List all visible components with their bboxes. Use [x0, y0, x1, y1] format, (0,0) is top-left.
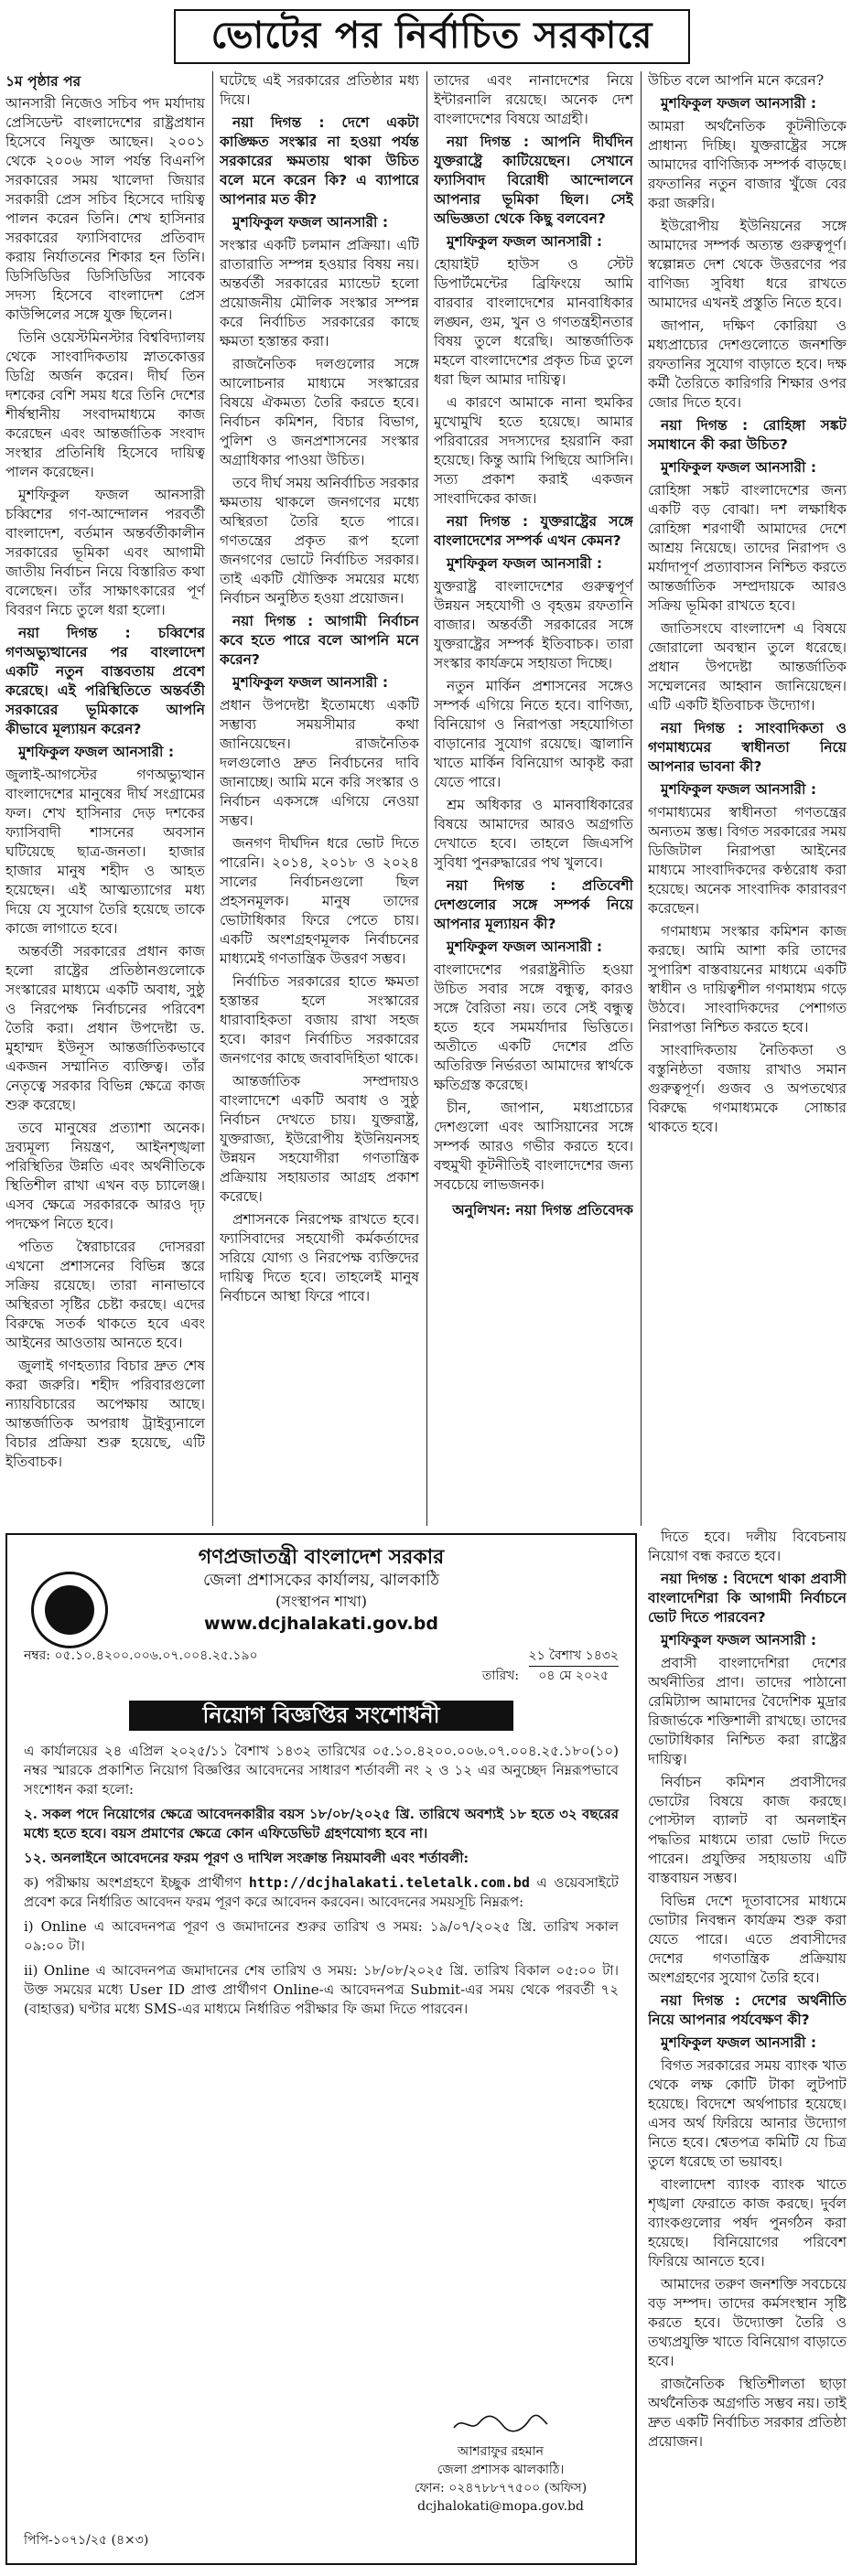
article-paragraph: নতুন মার্কিন প্রশাসনের সঙ্গেও সম্পর্ক এগিয়ে নিতে হবে। বাণিজ্য, বিনিয়োগ ও নিরাপত্তা সহযোগিতা বাড়ানোর সুযোগ রয়েছে। জ্বালানি খাতে মার্কিন বিনিয়োগ আকৃষ্ট করা যেতে পারে।	[434, 678, 633, 790]
article-column-1	[5, 71, 205, 1528]
government-seal-icon	[31, 1572, 108, 1648]
speaker-label: মুশফিকুল ফজল আনসারী :	[661, 1632, 817, 1648]
article-paragraph: নির্বাচন কমিশন প্রবাসীদের ভোটের বিষয়ে কাজ করছে। পোস্টাল ব্যালট বা অনলাইন পদ্ধতির মাধ্যমে তারা ভোট দিতে পারেন। প্রযুক্তির সহায়তায় এটি বাস্তবায়ন সম্ভব।	[648, 1774, 847, 1886]
article-paragraph: চীন, জাপান, মধ্যপ্রাচ্যের দেশগুলো এবং আসিয়ানের সঙ্গে সম্পর্ক আরও গভীর করতে হবে। বহুমুখী কূটনীতিই বাংলাদেশের জন্য সবচেয়ে লাভজনক।	[434, 1100, 633, 1193]
article-paragraph: প্রশাসনকে নিরপেক্ষ রাখতে হবে। ফ্যাসিবাদের সহযোগী কর্মকর্তাদের সরিয়ে যোগ্য ও নিরপেক্ষ ব্যক্তিদের দায়িত্ব দিতে হবে। তাহলেই মানুষ নির্বাচনে আস্থা ফিরে পাবে।	[220, 1211, 419, 1304]
article-paragraph: জনগণ দীর্ঘদিন ধরে ভোট দিতে পারেনি। ২০১৪, ২০১৮ ও ২০২৪ সালের নির্বাচনগুলো ছিল প্রহসনমূলক। মানুষ তাদের ভোটাধিকার ফিরে পেতে চায়। একটি অংশগ্রহণমূলক নির্বাচনের মাধ্যমেই গণতান্ত্রিক উত্তরণ সম্ভব।	[220, 835, 419, 967]
ad-application-link[interactable]: http://dcjhalakati.teletalk.com.bd	[248, 1874, 530, 1891]
ad-schedule-item: i) Online এ আবেদনপত্র পূরণ ও জমাদানের শুরুর তারিখ ও সময়: ১৯/০৭/২০২৫ খ্রি. তারিখ সকাল ০৯:০০ টা।	[24, 1918, 619, 1954]
interview-question: নয়া দিগন্ত : বিদেশে থাকা প্রবাসী বাংলাদেশিরা কি আগামী নির্বাচনে ভোট দিতে পারবেন?	[648, 1571, 847, 1626]
article-paragraph: সংস্কার একটি চলমান প্রক্রিয়া। এটি রাতারাতি সম্পন্ন হওয়ার বিষয় নয়। অন্তর্বর্তী সরকারের ম্যান্ডেট হলো প্রয়োজনীয় মৌলিক সংস্কার সম্পন্ন করে নির্বাচিত সরকারের কাছে ক্ষমতা হস্তান্তর করা।	[220, 237, 419, 349]
ad-memo-number: নম্বর: ০৫.১০.৪২০০.০০৬.০৭.০০৪.২৫.১৯০	[24, 1648, 258, 1663]
article-paragraph: গণমাধ্যমের স্বাধীনতা গণতন্ত্রের অন্যতম স্তম্ভ। বিগত সরকারের সময় ডিজিটাল নিরাপত্তা আইনের মাধ্যমে সাংবাদিকদের কণ্ঠরোধ করা হয়েছে। অনেক সাংবাদিক কারাবরণ করেছেন।	[648, 804, 847, 917]
ad-government-name: গণপ্রজাতন্ত্রী বাংলাদেশ সরকার	[198, 1546, 445, 1569]
article-paragraph: বাংলাদেশ ব্যাংক ব্যাংক খাতে শৃঙ্খলা ফেরাতে কাজ করছে। দুর্বল ব্যাংকগুলোর পর্ষদ পুনর্গঠন করা হয়েছে। বিনিয়োগের পরিবেশ ফিরিয়ে আনতে হবে।	[648, 2176, 847, 2270]
article-column-2	[220, 71, 419, 1528]
article-paragraph: জুলাই-আগস্টের গণঅভ্যুত্থান বাংলাদেশের মানুষের দীর্ঘ সংগ্রামের ফল। শেখ হাসিনার দেড় দশকের ফ্যাসিবাদী শাসনের অবসান ঘটিয়েছে ছাত্র-জনতা। হাজার হাজার মানুষ শহীদ ও আহত হয়েছেন। এই আত্মত্যাগের মধ্য দিয়ে যে সুযোগ তৈরি হয়েছে তাকে কাজে লাগাতে হবে।	[5, 767, 205, 937]
article-paragraph: প্রধান উপদেষ্টা ইতোমধ্যে একটি সম্ভাব্য সময়সীমার কথা জানিয়েছেন। রাজনৈতিক দলগুলোও দ্রুত নির্বাচনের দাবি জানাচ্ছে। আমি মনে করি সংস্কার ও নির্বাচন একসঙ্গে এগিয়ে নেওয়া সম্ভব।	[220, 697, 419, 829]
signer-name: আশরাফুর রহমান	[457, 2444, 544, 2459]
ad-signature-block	[386, 2411, 615, 2516]
interview-question: নয়া দিগন্ত : দেশের অর্থনীতি নিয়ে আপনার পর্যবেক্ষণ কী?	[648, 1992, 847, 2028]
article-paragraph: আনসারী নিজেও সচিব পদ মর্যাদায় প্রেসিডেন্ট বাংলাদেশের রাষ্ট্রপ্রধান হিসেবে নিযুক্ত আছেন। ২০০১ থেকে ২০০৬ সাল পর্যন্ত বিএনপি সরকারের সময় খালেদা জিয়ার সরকারী প্রেস সচিব হিসেবে দায়িত্ব পালন করেন তিনি। শেখ হাসিনার সরকারের ফ্যাসিবাদের প্রতিবাদ করায় নির্যাতনের শিকার হন তিনি। ডিসিডিডির ডিসিডিডির সাবেক সদস্য হিসেবে বাংলাদেশ প্রেস কাউন্সিলের সঙ্গে যুক্ত ছিলেন।	[5, 95, 205, 323]
speaker-label: মুশফিকুল ফজল আনসারী :	[661, 459, 817, 476]
article-column-4-continued	[648, 1528, 847, 2571]
interview-question: নয়া দিগন্ত : চব্বিশের গণঅভ্যুত্থানের পর বাংলাদেশ একটি নতুন বাস্তবতায় প্রবেশ করেছে। এই পরিস্থিতিতে অন্তর্বর্তী সরকারের ভূমিকাকে আপনি কীভাবে মূল্যায়ন করেন?	[5, 625, 205, 737]
speaker-label: মুশফিকুল ফজল আনসারী :	[232, 214, 389, 231]
article-paragraph: রাজনৈতিক দলগুলোর সঙ্গে আলোচনার মাধ্যমে সংস্কারের বিষয়ে ঐকমত্য তৈরি করতে হবে। নির্বাচন কমিশন, বিচার বিভাগ, পুলিশ ও জনপ্রশাসনের সংস্কার অগ্রাধিকার পাওয়া উচিত।	[220, 356, 419, 468]
interview-question: নয়া দিগন্ত : আপনি দীর্ঘদিন যুক্তরাষ্ট্রে কাটিয়েছেন। সেখানে ফ্যাসিবাদ বিরোধী আন্দোলনে আপনার ভূমিকা ছিল। সেই অভিজ্ঞতা থেকে কিছু বলবেন?	[434, 134, 633, 227]
article-paragraph: তিনি ওয়েস্টমিনস্টার বিশ্ববিদ্যালয় থেকে সাংবাদিকতায় স্নাতকোত্তর ডিগ্রি অর্জন করেন। দীর্ঘ তিন দশকের বেশি সময় ধরে তিনি দেশের শীর্ষস্থানীয় সংবাদমাধ্যমে কাজ করেছেন এবং আন্তর্জাতিক সংবাদ সংস্থার প্রতিনিধি হিসেবে দায়িত্ব পালন করেছেন।	[5, 329, 205, 480]
speaker-label: মুশফিকুল ফজল আনসারী :	[18, 744, 175, 760]
column-divider	[212, 71, 213, 1526]
article-paragraph: শ্রম অধিকার ও মানবাধিকারের বিষয়ে আমাদের আরও অগ্রগতি দেখাতে হবে। তাহলে জিএসপি সুবিধা পুনরুদ্ধারের পথ খুলবে।	[434, 797, 633, 871]
signature-icon	[450, 2411, 551, 2435]
ad-office-name: জেলা প্রশাসকের কার্যালয়, ঝালকাঠি	[202, 1571, 440, 1590]
article-paragraph: বাংলাদেশের পররাষ্ট্রনীতি হওয়া উচিত সবার সঙ্গে বন্ধুত্ব, কারও সঙ্গে বৈরিতা নয়। তবে সেই বন্ধুত্ব হতে হবে সমমর্যাদার ভিত্তিতে। অতীতে একটি দেশের প্রতি অতিরিক্ত নির্ভরতা আমাদের স্বার্থকে ক্ষতিগ্রস্ত করেছে।	[434, 961, 633, 1093]
article-paragraph: ঘটেছে এই সরকারের প্রতিষ্ঠার মধ্য দিয়ে।	[220, 72, 419, 108]
byline: অনুলিখন: নয়া দিগন্ত প্রতিবেদক	[452, 1201, 633, 1218]
article-paragraph: নির্বাচিত সরকারের হাতে ক্ষমতা হস্তান্তর হলে সংস্কারের ধারাবাহিকতা বজায় রাখা সহজ হবে। কারণ নির্বাচিত সরকারের জনগণের কাছে জবাবদিহিতা থাকে।	[220, 973, 419, 1067]
article-paragraph: গণমাধ্যম সংস্কার কমিশন কাজ করছে। আমি আশা করি তাদের সুপারিশ বাস্তবায়নের মাধ্যমে একটি স্বাধীন ও দায়িত্বশীল গণমাধ্যম গড়ে উঠবে। সাংবাদিকদের পেশাগত নিরাপত্তা নিশ্চিত করতে হবে।	[648, 923, 847, 1036]
article-paragraph: তবে দীর্ঘ সময় অনির্বাচিত সরকার ক্ষমতায় থাকলে জনগণের মধ্যে অস্থিরতা তৈরি হতে পারে। গণতন্ত্রের প্রকৃত রূপ হলো জনগণের ভোটে নির্বাচিত সরকার। তাই একটি যৌক্তিক সময়ের মধ্যে নির্বাচন অনুষ্ঠিত হওয়া প্রয়োজন।	[220, 475, 419, 606]
article-paragraph: বিগত সরকারের সময় ব্যাংক খাত থেকে লক্ষ কোটি টাকা লুটপাট হয়েছে। বিদেশে অর্থপাচার হয়েছে। এসব অর্থ ফিরিয়ে আনার উদ্যোগ নিতে হবে। শ্বেতপত্র কমিটি যে চিত্র তুলে ধরেছে তা ভয়াবহ।	[648, 2057, 847, 2170]
article-column-4	[648, 71, 847, 1528]
ad-code: পিপি-১০৭১/২৫ (৪×৩)	[24, 2533, 149, 2548]
article-paragraph: আন্তর্জাতিক সম্প্রদায়ও বাংলাদেশে একটি অবাধ ও সুষ্ঠু নির্বাচন দেখতে চায়। যুক্তরাষ্ট্র, যুক্তরাজ্য, ইউরোপীয় ইউনিয়নসহ উন্নয়ন সহযোগীরা গণতান্ত্রিক প্রক্রিয়ায় সহায়তার আগ্রহ প্রকাশ করেছে।	[220, 1073, 419, 1205]
ad-date-bangla: ২১ বৈশাখ ১৪৩২	[529, 1647, 619, 1667]
article-paragraph: আমাদের তরুণ জনশক্তি সবচেয়ে বড় সম্পদ। তাদের কর্মসংস্থান সৃষ্টি করতে হবে। উদ্যোক্তা তৈরি ও তথ্যপ্রযুক্তি খাতে বিনিয়োগ বাড়াতে হবে।	[648, 2276, 847, 2369]
ad-paragraph: ক) পরীক্ষায় অংশগ্রহণে ইচ্ছুক প্রার্থীগণ	[24, 1874, 243, 1891]
article-paragraph: জুলাই গণহত্যার বিচার দ্রুত শেষ করা জরুরি। শহীদ পরিবারগুলো ন্যায়বিচারের অপেক্ষায় আছে। আন্তর্জাতিক অপরাধ ট্রাইব্যুনালে বিচার প্রক্রিয়া শুরু হয়েছে, এটি ইতিবাচক।	[5, 1358, 205, 1470]
ad-paragraph: এ কার্যালয়ের ২৪ এপ্রিল ২০২৫/১১ বৈশাখ ১৪৩২ তারিখের ০৫.১০.৪২০০.০০৬.০৭.০০৪.২৫.১৮০(১০) নম্বর স্মারকে প্রকাশিত নিয়োগ বিজ্ঞপ্তির আবেদনের সাধারণ শর্তাবলী নং ২ ও ১২ এর অনুচ্ছেদ নিম্নরূপভাবে সংশোধন করা হলো:	[24, 1743, 619, 1798]
job-notice-advertisement	[5, 1533, 637, 2565]
article-paragraph: মুশফিকুল ফজল আনসারী চব্বিশের গণ-আন্দোলন পরবর্তী বাংলাদেশ, বর্তমান অন্তর্বর্তীকালীন সরকারের ভূমিকা এবং আগামী জাতীয় নির্বাচন নিয়ে বিস্তারিত কথা বলেছেন। তাঁর সাক্ষাৎকারের পূর্ণ বিবরণ নিচে তুলে ধরা হলো।	[5, 487, 205, 618]
interview-question: নয়া দিগন্ত : আগামী নির্বাচন কবে হতে পারে বলে আপনি মনে করেন?	[220, 613, 419, 668]
signer-email[interactable]: dcjhalokati@mopa.gov.bd	[417, 2499, 584, 2514]
speaker-label: মুশফিকুল ফজল আনসারী :	[661, 781, 817, 798]
article-column-3	[434, 71, 633, 1528]
ad-date-english: ০৪ মে ২০২৫	[538, 1669, 609, 1683]
interview-question: নয়া দিগন্ত : সাংবাদিকতা ও গণমাধ্যমের স্বাধীনতা নিয়ে আপনার ভাবনা কী?	[648, 720, 847, 775]
ad-paragraph-heading: ১২. অনলাইনে আবেদনের ফরম পূরণ ও দাখিল সংক্রান্ত নিয়মাবলী এবং শর্তাবলী:	[24, 1850, 469, 1866]
article-paragraph: আমরা অর্থনৈতিক কূটনীতিকে প্রাধান্য দিচ্ছি। যুক্তরাষ্ট্রের সঙ্গে আমাদের বাণিজ্যিক সম্পর্ক বাড়ছে। রফতানির নতুন বাজার খুঁজে বের করা জরুরি।	[648, 118, 847, 211]
article-paragraph: দিতে হবে। দলীয় বিবেচনায় নিয়োগ বন্ধ করতে হবে।	[648, 1529, 847, 1564]
speaker-label: মুশফিকুল ফজল আনসারী :	[232, 674, 389, 691]
speaker-label: মুশফিকুল ফজল আনসারী :	[661, 95, 817, 112]
article-paragraph: তাদের এবং নানাদেশের নিয়ে ইন্টারনালি রয়েছে। অনেক দেশ বাংলাদেশের বিষয়ে আগ্রহী।	[434, 72, 633, 127]
article-paragraph: যুক্তরাষ্ট্র বাংলাদেশের গুরুত্বপূর্ণ উন্নয়ন সহযোগী ও বৃহত্তম রফতানি বাজার। অন্তর্বর্তী সরকারের সঙ্গে যুক্তরাষ্ট্রের সম্পর্ক ইতিবাচক। তারা সংস্কার কার্যক্রমে সহায়তা দিচ্ছে।	[434, 578, 633, 671]
article-paragraph: এ কারণে আমাকে নানা হুমকির মুখোমুখি হতে হয়েছে। আমার পরিবারের সদস্যদের হয়রানি করা হয়েছে। কিন্তু আমি পিছিয়ে আসিনি। সত্য প্রকাশ করাই একজন সাংবাদিকের কাজ।	[434, 394, 633, 507]
article-paragraph: অন্তর্বর্তী সরকারের প্রধান কাজ হলো রাষ্ট্রের প্রতিষ্ঠানগুলোকে সংস্কারের মাধ্যমে একটি অবাধ, সুষ্ঠু ও নিরপেক্ষ নির্বাচনের পরিবেশ তৈরি করা। প্রধান উপদেষ্টা ড. মুহাম্মদ ইউনূস আন্তর্জাতিকভাবে একজন সম্মানিত ব্যক্তিত্ব। তাঁর নেতৃত্বে সরকার বিভিন্ন ক্ষেত্রে কাজ শুরু করেছে।	[5, 943, 205, 1113]
ad-body	[24, 1742, 619, 2019]
ad-date-label: তারিখ:	[481, 1669, 520, 1683]
ad-schedule-item: ii) Online এ আবেদনপত্র জমাদানের শেষ তারিখ ও সময়: ১৮/০৮/২০২৫ খ্রি. তারিখ বিকাল ০৫:০০ টা। উক্ত সময়ের মধ্যে User ID প্রাপ্ত প্রার্থীগণ Online-এ আবেদনপত্র Submit-এর সময় থেকে পরবর্তী ৭২ (বাহাত্তর) ঘণ্টার মধ্যে SMS-এর মাধ্যমে নির্ধারিত পরীক্ষার ফি জমা দিতে পারবেন।	[24, 1962, 619, 2017]
article-paragraph: জাতিসংঘে বাংলাদেশ এ বিষয়ে জোরালো অবস্থান তুলে ধরেছে। প্রধান উপদেষ্টা আন্তর্জাতিক সম্মেলনের আহ্বান জানিয়েছেন। এটি একটি ইতিবাচক উদ্যোগ।	[648, 620, 847, 714]
article-paragraph: হোয়াইট হাউস ও স্টেট ডিপার্টমেন্টের ব্রিফিংয়ে আমি বারবার বাংলাদেশের মানবাধিকার লঙ্ঘন, গুম, খুন ও গণতন্ত্রহীনতার বিষয় তুলে ধরেছি। আন্তর্জাতিক মহলে বাংলাদেশের প্রকৃত চিত্র তুলে ধরা ছিল আমার দায়িত্ব।	[434, 256, 633, 388]
ad-date-block	[482, 1647, 619, 1686]
signer-title: জেলা প্রশাসক ঝালকাঠি।	[437, 2463, 565, 2477]
signer-phone: ফোন: ০২৪৭৮৮৭৭৫০০ (অফিস)	[414, 2481, 588, 2496]
page-continuation-label: ১ম পৃষ্ঠার পর	[5, 72, 81, 90]
interview-question: নয়া দিগন্ত : দেশে একটা কাঙ্ক্ষিত সংস্কার না হওয়া পর্যন্ত সরকারের ক্ষমতায় থাকা উচিত বলে মনে করেন কি? এ ব্যাপারে আপনার মত কী?	[220, 114, 419, 208]
article-paragraph: জাপান, দক্ষিণ কোরিয়া ও মধ্যপ্রাচ্যের দেশগুলোতে জনশক্তি রফতানির সুযোগ বাড়াতে হবে। দক্ষ কর্মী তৈরিতে কারিগরি শিক্ষার ওপর জোর দিতে হবে।	[648, 317, 847, 411]
article-paragraph: তবে মানুষের প্রত্যাশা অনেক। দ্রব্যমূল্য নিয়ন্ত্রণ, আইনশৃঙ্খলা পরিস্থিতির উন্নতি এবং অর্থনীতিকে স্থিতিশীল রাখা এখন বড় চ্যালেঞ্জ। এসব ক্ষেত্রে সরকারকে আরও দৃঢ় পদক্ষেপ নিতে হবে।	[5, 1120, 205, 1232]
column-divider	[426, 71, 427, 1526]
interview-question: নয়া দিগন্ত : যুক্তরাষ্ট্রের সঙ্গে বাংলাদেশের সম্পর্ক এখন কেমন?	[434, 513, 633, 549]
column-divider	[641, 71, 642, 1526]
ad-branch-name: (সংস্থাপন শাখা)	[275, 1593, 367, 1610]
ad-title: নিয়োগ বিজ্ঞপ্তির সংশোধনী	[129, 1701, 513, 1731]
article-paragraph: উচিত বলে আপনি মনে করেন?	[648, 72, 825, 89]
article-headline: ভোটের পর নির্বাচিত সরকারে	[174, 9, 690, 64]
article-paragraph: সাংবাদিকতায় নৈতিকতা ও বস্তুনিষ্ঠতা বজায় রাখাও সমান গুরুত্বপূর্ণ। গুজব ও অপতথ্যের বিরুদ্ধে গণমাধ্যমকে সোচ্চার থাকতে হবে।	[648, 1042, 847, 1135]
interview-question: নয়া দিগন্ত : রোহিঙ্গা সঙ্কট সমাধানে কী করা উচিত?	[648, 417, 847, 453]
speaker-label: মুশফিকুল ফজল আনসারী :	[447, 939, 603, 955]
ad-paragraph: এ ওয়েবসাইটে প্রবেশ করে নির্ধারিত আবেদন ফরম পূরণ করে আবেদন করবেন। আবেদনের সময়সূচি নিম্নরূপ:	[24, 1874, 619, 1910]
article-paragraph: প্রবাসী বাংলাদেশিরা দেশের অর্থনীতির প্রাণ। তাদের পাঠানো রেমিট্যান্স আমাদের বৈদেশিক মুদ্রার রিজার্ভকে শক্তিশালী রাখছে। তাদের ভোটাধিকার নিশ্চিত করা রাষ্ট্রের দায়িত্ব।	[648, 1655, 847, 1767]
article-paragraph: রাজনৈতিক স্থিতিশীলতা ছাড়া অর্থনৈতিক অগ্রগতি সম্ভব নয়। তাই দ্রুত একটি নির্বাচিত সরকার প্রতিষ্ঠা প্রয়োজন।	[648, 2376, 847, 2450]
speaker-label: মুশফিকুল ফজল আনসারী :	[447, 233, 603, 250]
speaker-label: মুশফিকুল ফজল আনসারী :	[661, 2034, 817, 2051]
article-paragraph: ইউরোপীয় ইউনিয়নের সঙ্গে আমাদের সম্পর্ক অত্যন্ত গুরুত্বপূর্ণ। স্বল্পোন্নত দেশ থেকে উত্তরণের পর বাণিজ্য সুবিধা ধরে রাখতে আমাদের এখনই প্রস্তুতি নিতে হবে।	[648, 218, 847, 311]
ad-paragraph: ২. সকল পদে নিয়োগের ক্ষেত্রে আবেদনকারীর বয়স ১৮/০৮/২০২৫ খ্রি. তারিখে অবশ্যই ১৮ হতে ৩২ বছরের মধ্যে হতে হবে। বয়স প্রমাণের ক্ষেত্রে কোন এফিডেভিট গ্রহণযোগ্য হবে না।	[24, 1806, 619, 1841]
speaker-label: মুশফিকুল ফজল আনসারী :	[447, 555, 603, 572]
ad-website: www.dcjhalakati.gov.bd	[204, 1614, 438, 1634]
interview-question: নয়া দিগন্ত : প্রতিবেশী দেশগুলোর সঙ্গে সম্পর্ক নিয়ে আপনার মূল্যায়ন কী?	[434, 877, 633, 932]
article-paragraph: পতিত স্বৈরাচারের দোসররা এখনো প্রশাসনের বিভিন্ন স্তরে সক্রিয় রয়েছে। তারা নানাভাবে অস্থিরতা সৃষ্টির চেষ্টা করছে। এদের বিরুদ্ধে সতর্ক থাকতে হবে এবং আইনের আওতায় আনতে হবে।	[5, 1239, 205, 1351]
article-paragraph: বিভিন্ন দেশে দূতাবাসের মাধ্যমে ভোটার নিবন্ধন কার্যক্রম শুরু করা যেতে পারে। এতে প্রবাসীদের দেশের গণতান্ত্রিক প্রক্রিয়ায় অংশগ্রহণের সুযোগ তৈরি হবে।	[648, 1893, 847, 1986]
article-paragraph: রোহিঙ্গা সঙ্কট বাংলাদেশের জন্য একটি বড় বোঝা। দশ লক্ষাধিক রোহিঙ্গা শরণার্থী আমাদের দেশে আশ্রয় নিয়েছে। তাদের নিরাপদ ও মর্যাদাপূর্ণ প্রত্যাবাসন নিশ্চিত করতে আন্তর্জাতিক সম্প্রদায়কে আরও সক্রিয় ভূমিকা রাখতে হবে।	[648, 482, 847, 614]
